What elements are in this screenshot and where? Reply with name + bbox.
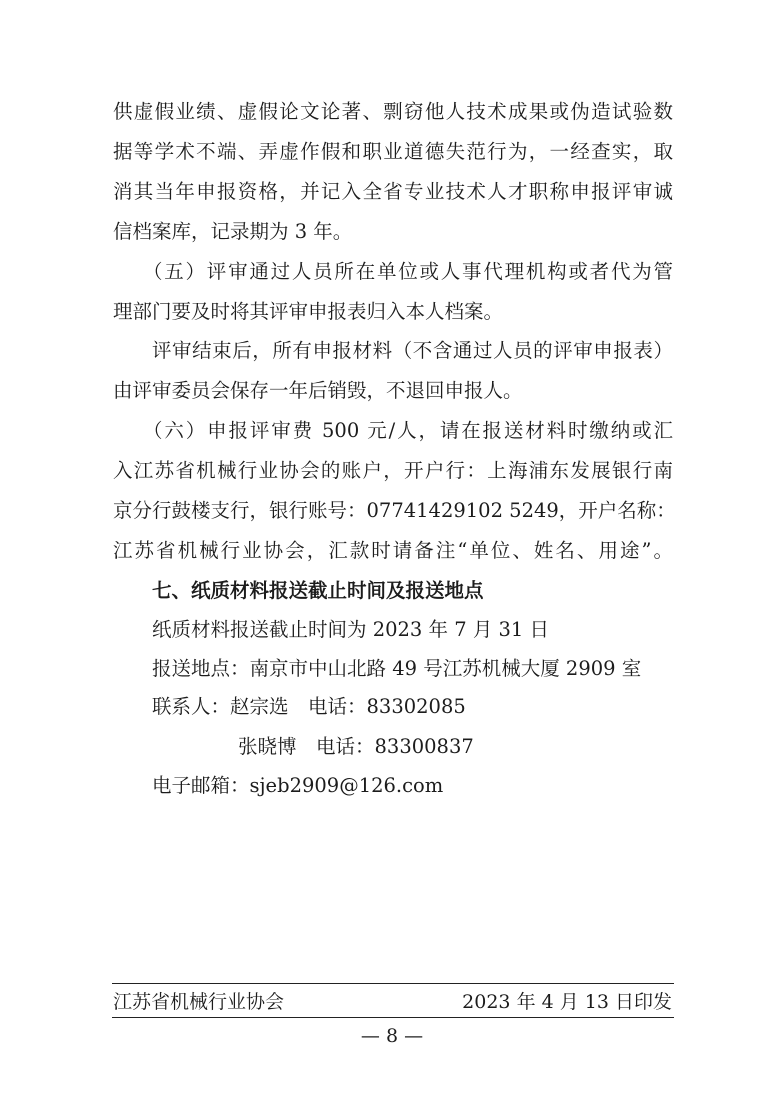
item-5-note-line: 评审结束后，所有申报材料（不含通过人员的评审申报表） — [152, 339, 673, 362]
paragraph-line: 据等学术不端、弄虚作假和职业道德失范行为，一经查实，取 — [113, 140, 673, 163]
footer-top-rule — [112, 983, 674, 984]
item-6-line: 京分行鼓楼支行，银行账号：07741429102 5249，开户名称： — [113, 499, 676, 522]
paragraph-line: 信档案库，记录期为 3 年。 — [113, 220, 353, 243]
contact-1-text: 联系人：赵宗选 电话：83302085 — [152, 695, 466, 718]
paragraph-line: 供虚假业绩、虚假论文论著、剽窃他人技术成果或伪造试验数 — [113, 100, 673, 123]
footer-date: 2023 年 4 月 13 日印发 — [462, 991, 672, 1013]
item-5-line: 理部门要及时将其评审申报表归入本人档案。 — [113, 300, 504, 323]
page-number: — 8 — — [360, 1025, 424, 1047]
item-5-line: （五）评审通过人员所在单位或人事代理机构或者代为管 — [143, 260, 673, 283]
footer-bottom-rule — [112, 1017, 674, 1018]
email-text: 电子邮箱：sjeb2909@126.com — [152, 774, 444, 797]
item-5-note-line: 由评审委员会保存一年后销毁，不退回申报人。 — [113, 379, 523, 402]
footer-issuer: 江苏省机械行业协会 — [113, 991, 285, 1013]
item-6-line: （六）申报评审费 500 元/人，请在报送材料时缴纳或汇 — [143, 419, 673, 442]
contact-2-text: 张晓博 电话：83300837 — [238, 735, 474, 758]
item-6-line: 入江苏省机械行业协会的账户，开户行：上海浦东发展银行南 — [113, 459, 673, 482]
deadline-text: 纸质材料报送截止时间为 2023 年 7 月 31 日 — [152, 618, 550, 641]
paragraph-line: 消其当年申报资格，并记入全省专业技术人才职称申报评审诚 — [113, 180, 673, 203]
address-text: 报送地点：南京市中山北路 49 号江苏机械大厦 2909 室 — [152, 657, 642, 680]
section-7-heading: 七、纸质材料报送截止时间及报送地点 — [152, 579, 484, 602]
item-6-line: 江苏省机械行业协会，汇款时请备注“单位、姓名、用途”。 — [113, 539, 673, 562]
